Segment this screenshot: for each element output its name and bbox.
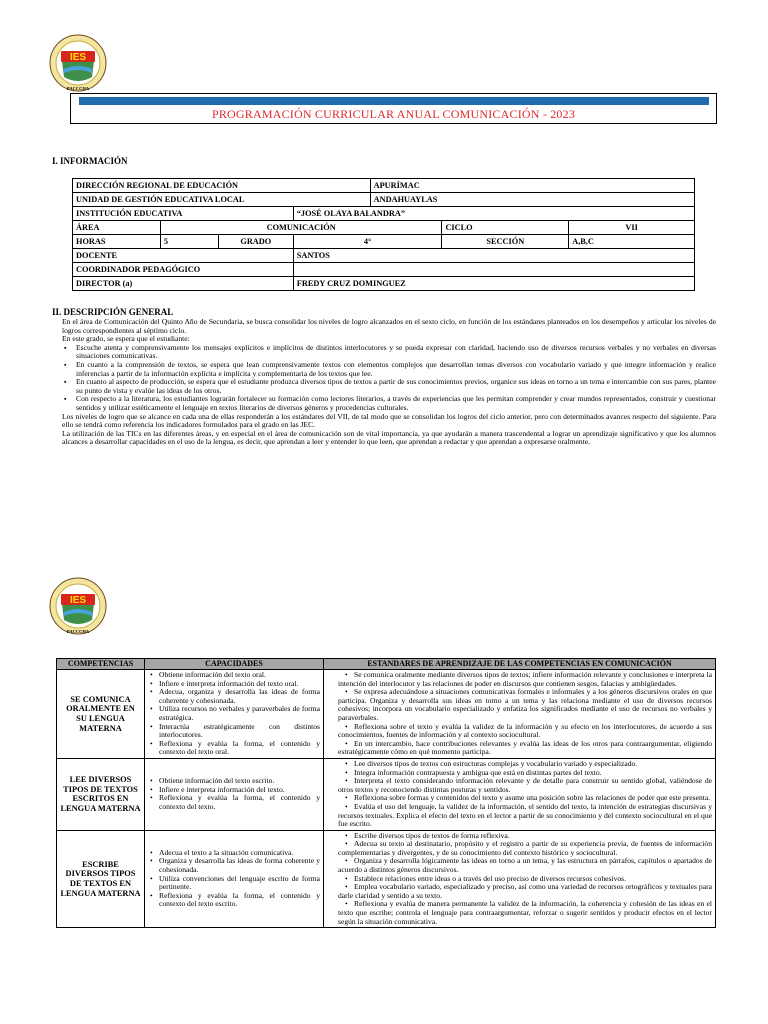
header-estandares: ESTANDARES DE APRENDIZAJE DE LAS COMPETENCIAS EN COMUNICACIÓN: [324, 659, 716, 670]
desc-intro: En el área de Comunicación del Quinto Año de Secundaria, se busca consolidar los niveles de logro alcanzados en el sexto ciclo, en función de los estándares planteados en los desempeños y articular los niveles de logros correspondientes al séptimo ciclo.: [62, 317, 716, 335]
seccion-label: SECCIÓN: [442, 235, 569, 249]
title-bar: [79, 97, 709, 105]
list-item: • Interactúa estratégicamente con distintos interlocutores.: [148, 723, 320, 740]
table-row: [73, 221, 695, 235]
table-row: [73, 207, 695, 221]
director-label: DIRECTOR (a): [73, 277, 294, 291]
director-value: FREDY CRUZ DOMINGUEZ: [293, 277, 694, 291]
table-row: [73, 277, 695, 291]
list-item: ▪ En cuanto a la comprensión de textos, se espera que lean comprensivamente textos con elementos complejos que desarrollan temas diversos con vocabulario variado y que integre información y realice inferencias a partir de la información explícita e implícita y complementaria de los textos que lee.: [62, 361, 716, 378]
list-item: • Organiza y desarrolla lógicamente las ideas en torno a un tema, y las estructura en párrafos, capítulos o apartados de acuerdo a distintos géneros discursivos.: [327, 857, 712, 874]
list-item: • Reflexiona y evalúa la forma, el contenido y contexto del texto.: [148, 794, 320, 811]
docente-value: SANTOS: [293, 249, 694, 263]
standards-cell: [324, 670, 716, 759]
list-item: • Obtiene información del texto escrito.: [148, 777, 320, 786]
grado-value: 4°: [293, 235, 442, 249]
ciclo-label: CICLO: [442, 221, 569, 235]
table-header-row: [57, 659, 716, 670]
title-box: [70, 93, 717, 124]
list-item: • Establece relaciones entre ideas o a través del uso preciso de diversos recursos cohesivos.: [327, 875, 712, 884]
list-item: • Reflexiona y evalúa la forma, el contenido y contexto del texto oral.: [148, 740, 320, 757]
competency-name: LEE DIVERSOS TIPOS DE TEXTOS ESCRITOS EN LENGUA MATERNA: [57, 758, 145, 830]
table-row: [57, 758, 716, 830]
list-item: • Evalúa el uso del lenguaje, la validez de la información, el sentido del texto, la intención de estrategias discursivas y recursos textuales. Explica el efecto del texto en el lector a partir de su conocimiento y del contexto sociocultural en el que fue escrito.: [327, 803, 712, 829]
description: [62, 318, 716, 447]
capacities-cell: [145, 830, 324, 928]
list-item: • Adecua el texto a la situación comunicativa.: [148, 849, 320, 858]
competencies-table: [56, 658, 716, 928]
info-table: [72, 178, 695, 291]
logo-text: IES: [69, 52, 87, 63]
list-item: • Utiliza recursos no verbales y paraverbales de forma estratégica.: [148, 705, 320, 722]
grado-label: GRADO: [218, 235, 293, 249]
logo-text: IES: [69, 595, 87, 606]
list-item: ▪ En cuanto al aspecto de producción, se espera que el estudiante produzca diversos tipos de textos a partir de sus conocimientos previos, organice sus ideas en torno a un tema e intercambie con sus pares, plantee su punto de vista y evalúe las ideas de los otros.: [62, 378, 716, 395]
desc-paragraph: Los niveles de logro que se alcance en cada una de ellas responderán a los estándares del VII, de tal modo que se consolidan los logros del ciclo anterior, pero con determinados avances respecto del siguiente. Para ello se tendrá como referencia los indicadores formulados para el grado en las JEC.: [62, 411, 716, 430]
table-row: [73, 193, 695, 207]
standards-cell: [324, 830, 716, 928]
table-row: [73, 263, 695, 277]
capacities-cell: [145, 670, 324, 759]
list-item: • En un intercambio, hace contribuciones relevantes y evalúa las ideas de los otros para contraargumentar, eligiendo estratégicamente cómo en qué momento participa.: [327, 740, 712, 757]
list-item: • Obtiene información del texto oral.: [148, 671, 320, 680]
list-item: • Reflexiona sobre formas y contenidos del texto y asume una posición sobre las relaciones de poder que este presenta.: [327, 794, 712, 803]
table-row: [73, 235, 695, 249]
coordinador-label: COORDINADOR PEDAGÓGICO: [73, 263, 294, 277]
ie-value: “JOSÉ OLAYA BALANDRA”: [293, 207, 694, 221]
list-item: • Se comunica oralmente mediante diversos tipos de textos; infiere información relevante y conclusiones e interpreta la intención del interlocutor y las relaciones de poder en discursos que contienen sesgos, falacias y ambigüedades.: [327, 671, 712, 688]
list-item: • Emplea vocabulario variado, especializado y preciso, así como una variedad de recursos ortográficos y textuales para darle claridad y sentido a su texto.: [327, 883, 712, 900]
list-item: • Organiza y desarrolla las ideas de forma coherente y cohesionada.: [148, 857, 320, 874]
list-item: • Infiere e interpreta información del texto oral.: [148, 680, 320, 689]
desc-expect: En este grado, se espera que el estudiante:: [62, 334, 190, 344]
area-label: ÁREA: [73, 221, 161, 235]
horas-label: HORAS: [73, 235, 161, 249]
ugel-value: ANDAHUAYLAS: [370, 193, 694, 207]
ugel-label: UNIDAD DE GESTIÓN EDUCATIVA LOCAL: [73, 193, 371, 207]
logo-caption: PACCCHA: [66, 86, 90, 91]
table-row: [73, 179, 695, 193]
desc-list: [62, 344, 716, 413]
ie-label: INSTITUCIÓN EDUCATIVA: [73, 207, 294, 221]
competency-name: SE COMUNICA ORALMENTE EN SU LENGUA MATERNA: [57, 670, 145, 759]
list-item: • Adecua, organiza y desarrolla las ideas de forma coherente y cohesionada.: [148, 688, 320, 705]
list-item: • Lee diversos tipos de textos con estructuras complejas y vocabulario variado y especializado.: [327, 760, 712, 769]
docente-label: DOCENTE: [73, 249, 294, 263]
horas-value: 5: [160, 235, 218, 249]
list-item: • Adecua su texto al destinatario, propósito y el registro a partir de su experiencia previa, de fuentes de información complementarias y divergentes, y de su conocimiento del contexto histórico y sociocultural.: [327, 840, 712, 857]
competency-name: ESCRIBE DIVERSOS TIPOS DE TEXTOS EN LENGUA MATERNA: [57, 830, 145, 928]
list-item: • Escribe diversos tipos de textos de forma reflexiva.: [327, 832, 712, 841]
coordinador-value: [293, 263, 694, 277]
section-informacion: I. INFORMACIÓN: [52, 156, 128, 166]
section-descripcion: II. DESCRIPCIÓN GENERAL: [52, 307, 174, 317]
list-item: • Infiere e interpreta información del texto.: [148, 786, 320, 795]
table-row: [57, 830, 716, 928]
list-item: ▪ Con respecto a la literatura, los estudiantes lograrán fortalecer su formación como lectores literarios, a través de experiencias que les permitan comprender y crear mundos representados, construir y cuestionar sentidos y utilizar estéticamente el lenguaje en textos literarios de diversos géneros y procedencias culturales.: [62, 395, 716, 412]
school-logo: [48, 576, 108, 636]
list-item: • Reflexiona y evalúa la forma, el contenido y contexto del texto escrito.: [148, 892, 320, 909]
list-item: • Integra información contrapuesta y ambigua que está en distintas partes del texto.: [327, 769, 712, 778]
ciclo-value: VII: [569, 221, 695, 235]
list-item: • Interpreta el texto considerando información relevante y de detalle para construir su sentido global, valiéndose de otros textos y reconociendo distintas posturas y sentidos.: [327, 777, 712, 794]
school-logo: [48, 33, 108, 93]
list-item: ▪ Escuche atenta y comprensivamente los mensajes explícitos e implícitos de distintos interlocutores y se pueda expresar con claridad, haciendo uso de diversos recursos verbales y no verbales en diversas situaciones comunicativas.: [62, 344, 716, 361]
dre-label: DIRECCIÓN REGIONAL DE EDUCACIÓN: [73, 179, 371, 193]
list-item: • Reflexiona y evalúa de manera permanente la validez de la información, la coherencia y cohesión de las ideas en el texto que escribe; controla el lenguaje para contraargumentar, reforzar o sugerir sentidos y producir efectos en el lector según la situación comunicativa.: [327, 900, 712, 926]
table-row: [57, 670, 716, 759]
seccion-value: A,B,C: [569, 235, 695, 249]
capacities-cell: [145, 758, 324, 830]
area-value: COMUNICACIÓN: [160, 221, 442, 235]
dre-value: APURÍMAC: [370, 179, 694, 193]
page-title: PROGRAMACIÓN CURRICULAR ANUAL COMUNICACIÓN - 2023: [211, 107, 576, 121]
standards-cell: [324, 758, 716, 830]
table-row: [73, 249, 695, 263]
header-competencias: COMPETENCIAS: [57, 659, 145, 670]
list-item: • Utiliza convenciones del lenguaje escrito de forma pertinente.: [148, 875, 320, 892]
header-capacidades: CAPACIDADES: [145, 659, 324, 670]
desc-paragraph: La utilización de las TICs en las diferentes áreas, y en especial en el área de comunicación son de vital importancia, ya que ayudarán a manera trascendental a lograr un aprendizaje significativo y que los alumnos alcances a desarrollar capacidades en el uso de la lengua, es decir, que aprendan a leer y entender lo que leen, que aprendan a redactar y que aprendan a expresarse oralmente.: [62, 428, 716, 447]
list-item: • Reflexiona sobre el texto y evalúa la validez de la información y su efecto en los interlocutores, de acuerdo a sus conocimientos, fuentes de información y al contexto sociocultural.: [327, 723, 712, 740]
logo-caption: PACCCHA: [66, 629, 90, 634]
list-item: • Se expresa adecuándose a situaciones comunicativas formales e informales y a los géneros discursivos orales en que participa. Organiza y desarrolla sus ideas en torno a un tema y las relaciona mediante el uso de diversos recursos cohesivos; incorpora un vocabulario especializado y enfatiza los significados mediante el uso de recursos no verbales y paraverbales.: [327, 688, 712, 722]
